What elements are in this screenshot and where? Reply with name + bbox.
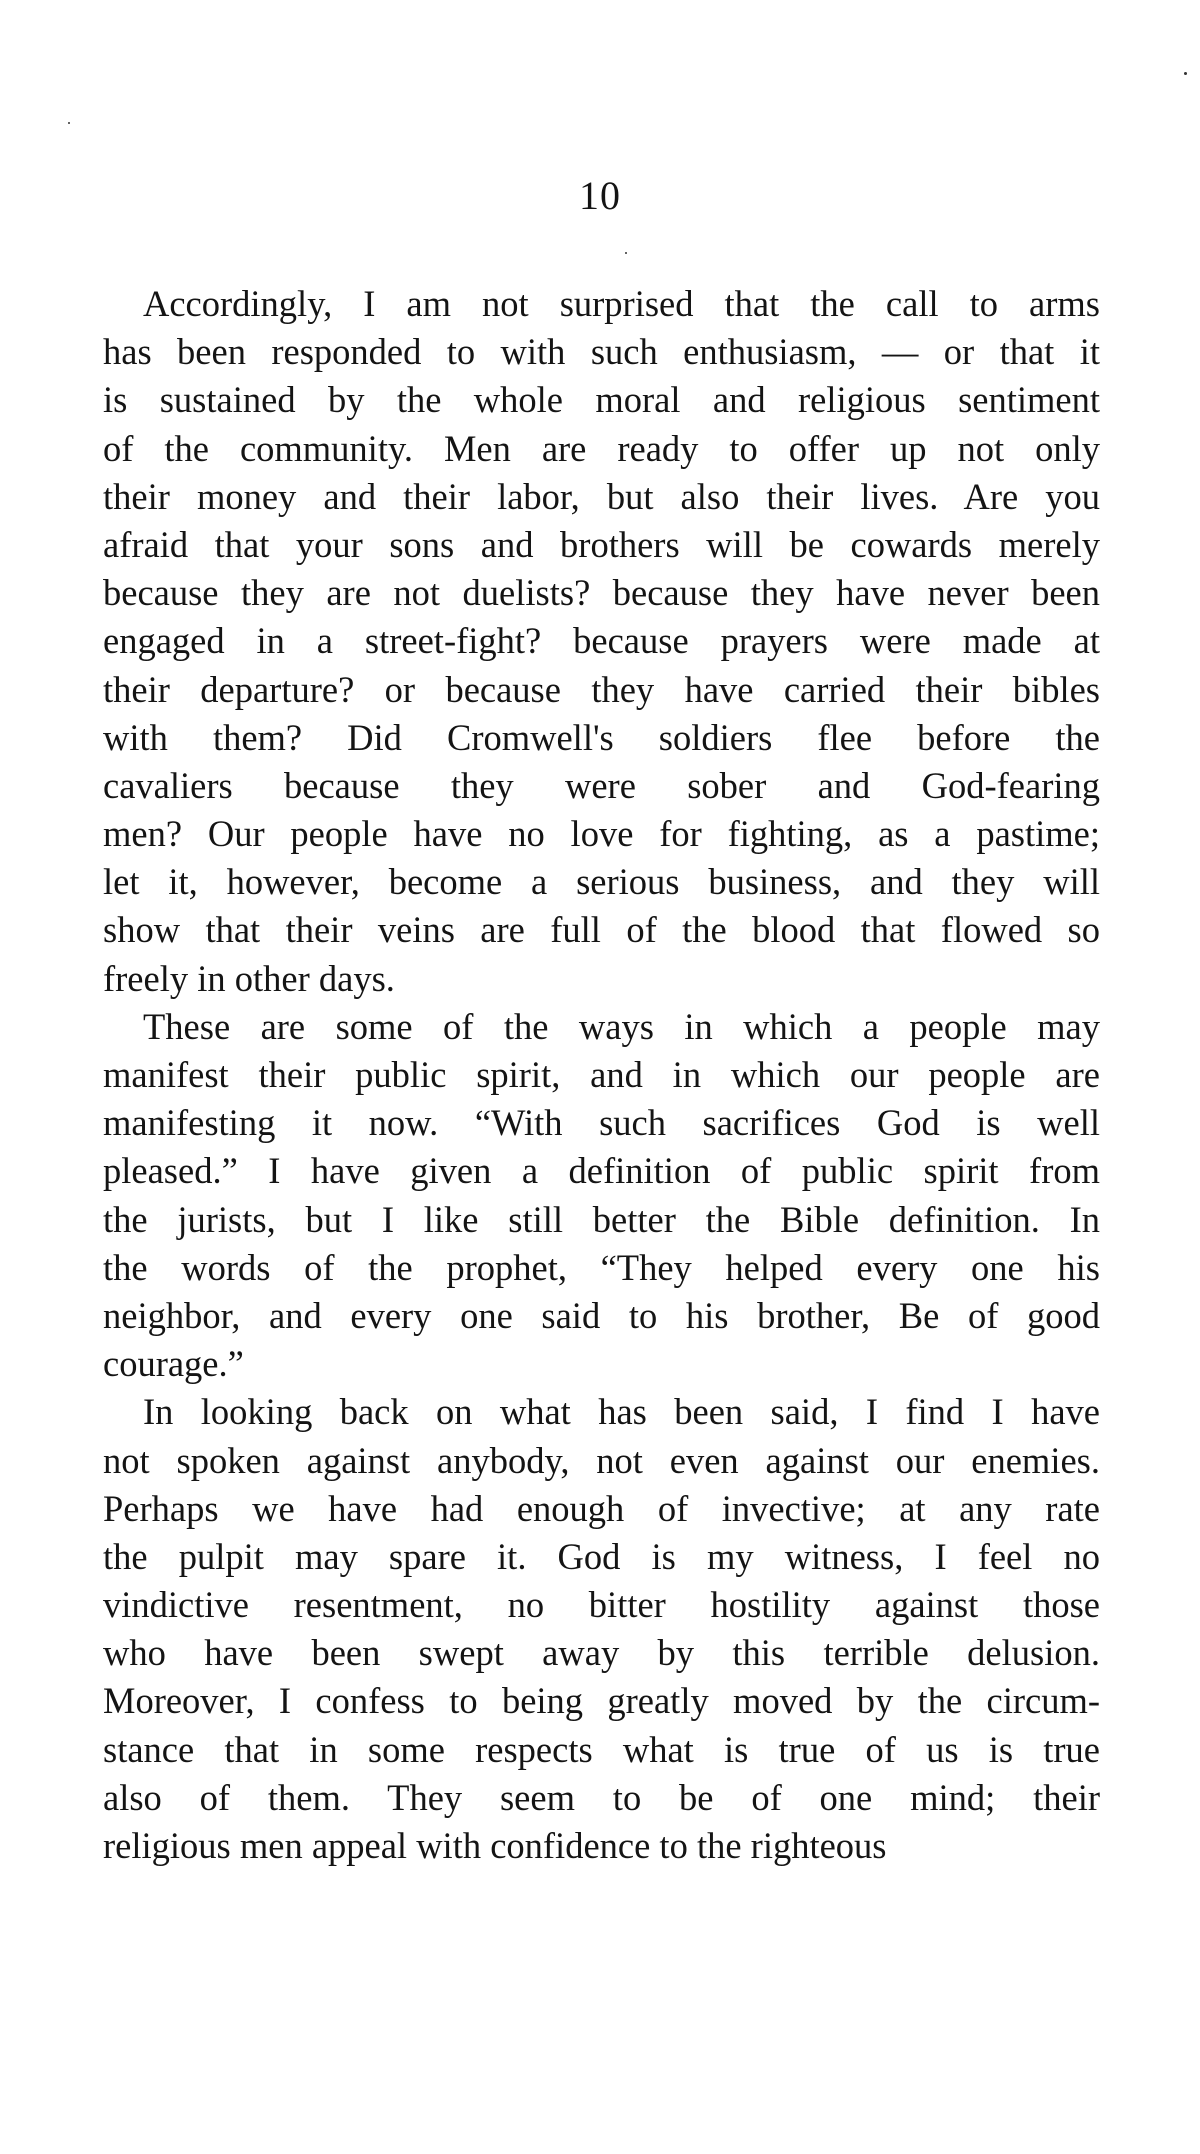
text-line: who have been swept away by this terrible delusion. (103, 1632, 1100, 1674)
text-line: the jurists, but I like still better the Bible definition. In (103, 1198, 1100, 1240)
text-line: let it, however, become a serious business, and they will (103, 861, 1100, 903)
text-line: with them? Did Cromwell's soldiers flee before the (103, 716, 1100, 758)
body-text (103, 280, 1100, 1870)
text-line: is sustained by the whole moral and religious sentiment (103, 379, 1100, 421)
paragraph (103, 1003, 1100, 1389)
text-line: vindictive resentment, no bitter hostility against those (103, 1584, 1100, 1626)
text-line: because they are not duelists? because they have never been (103, 572, 1100, 614)
text-line: These are some of the ways in which a people may (143, 1005, 1100, 1047)
text-line: afraid that your sons and brothers will be cowards merely (103, 523, 1100, 565)
text-line: Accordingly, I am not surprised that the call to arms (143, 283, 1100, 324)
paragraph (103, 280, 1100, 1003)
text-line: courage.” (103, 1343, 244, 1385)
page-number: 10 (579, 173, 621, 218)
text-line: their money and their labor, but also their lives. Are you (103, 475, 1100, 517)
scan-speck (625, 252, 627, 254)
text-line: of the community. Men are ready to offer up not only (103, 427, 1100, 469)
text-line: the words of the prophet, “They helped every one his (103, 1246, 1100, 1288)
text-line: engaged in a street-fight? because prayers were made at (103, 620, 1100, 662)
text-line: show that their veins are full of the blood that flowed so (103, 909, 1100, 951)
text-line: manifest their public spirit, and in which our people are (103, 1054, 1100, 1095)
text-line: Moreover, I confess to being greatly moved by the circum- (103, 1680, 1100, 1722)
text-line: manifesting it now. “With such sacrifices God is well (103, 1102, 1100, 1144)
text-line: has been responded to with such enthusiasm, — or that it (103, 331, 1100, 373)
text-line: also of them. They seem to be of one mind; their (103, 1776, 1100, 1818)
text-line: not spoken against anybody, not even against our enemies. (103, 1439, 1100, 1481)
text-line: pleased.” I have given a definition of public spirit from (103, 1150, 1100, 1192)
paragraph (103, 1388, 1100, 1870)
text-line: the pulpit may spare it. God is my witness, I feel no (103, 1535, 1100, 1577)
text-line: stance that in some respects what is true of us is true (103, 1728, 1100, 1770)
text-line: In looking back on what has been said, I find I have (143, 1391, 1100, 1433)
text-line: religious men appeal with confidence to the righteous (103, 1825, 887, 1866)
text-line: freely in other days. (103, 957, 395, 999)
scan-speck (68, 122, 70, 124)
text-line: their departure? or because they have carried their bibles (103, 668, 1100, 710)
text-line: Perhaps we have had enough of invective; at any rate (103, 1487, 1100, 1529)
text-line: cavaliers because they were sober and God-fearing (103, 764, 1100, 806)
scan-speck (1184, 72, 1187, 75)
text-line: men? Our people have no love for fighting, as a pastime; (103, 813, 1100, 855)
text-line: neighbor, and every one said to his brother, Be of good (103, 1294, 1100, 1336)
